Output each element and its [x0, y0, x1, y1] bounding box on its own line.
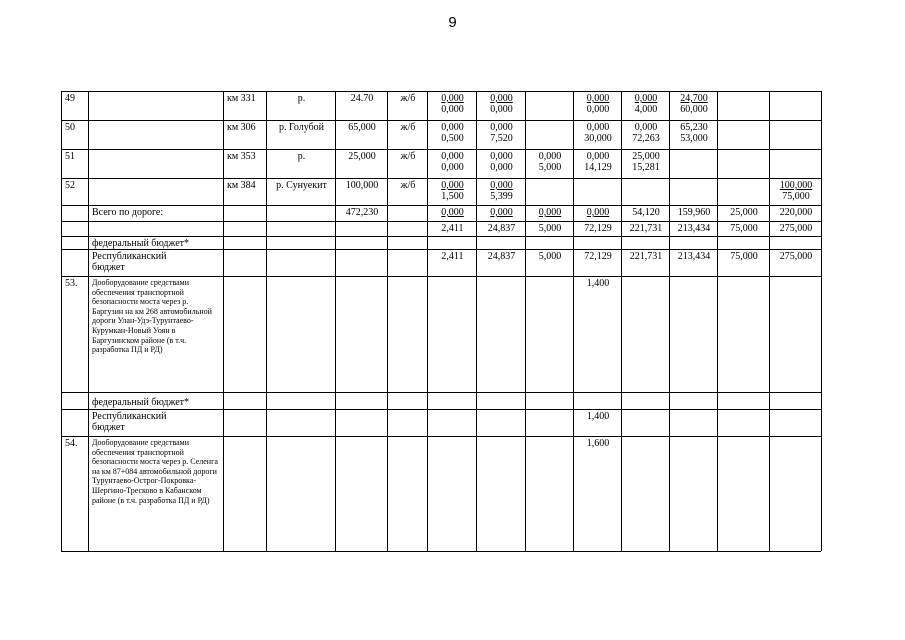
item-53-row: 53. Дооборудование средствами обеспечения транспортной безопасности моста через р. Баргузин на км 268 автомобильной дороги Улан-Удэ-Турунтаево-Курумкан-Новый Уоян в Баргузинском районе (в т.ч. разработка ПД и РД) 1,400 [62, 277, 822, 393]
table-row: 49 км 331 р. 24.70 ж/б 0,000 0,000 0,000 0,000 0,000 0,000 0,000 4,000 24,700 60,000 [62, 92, 822, 121]
length-cell: 24.70 [336, 92, 388, 121]
km-cell: км 306 [224, 121, 267, 150]
total-row: Всего по дороге: 472,230 0,000 0,000 0,000 0,000 54,120 159,960 25,000 220,000 [62, 206, 822, 222]
length-cell: 25,000 [336, 150, 388, 179]
republican-budget-label: Республиканский [92, 411, 167, 422]
river-cell: р. [267, 150, 336, 179]
river-cell: р. Голубой [267, 121, 336, 150]
bottom-rule [61, 551, 821, 552]
republican-budget-label: Республиканский [92, 251, 167, 262]
republican-budget-row: Республиканский бюджет 2,411 24,837 5,000 72,129 221,731 213,434 75,000 275,000 [62, 250, 822, 277]
row-number: 50 [62, 121, 89, 150]
item-number: 54. [62, 437, 89, 551]
budget-table [61, 91, 822, 551]
row-number: 51 [62, 150, 89, 179]
page-number: 9 [448, 14, 457, 31]
item-54-row: 54. Дооборудование средствами обеспечения транспортной безопасности моста через р. Селенга на км 87+084 автомобильной дороги Турунтаево-Острог-Покровка-Шергино-Тресково в Кабанском районе (в т.ч. разработка ПД и РД) 1,600 [62, 437, 822, 551]
federal-budget-row [62, 237, 822, 250]
material-cell: ж/б [388, 121, 428, 150]
material-cell: ж/б [388, 179, 428, 206]
material-cell: ж/б [388, 92, 428, 121]
river-cell: р. Сунуекит [267, 179, 336, 206]
km-cell: км 331 [224, 92, 267, 121]
total-length: 472,230 [336, 206, 388, 222]
item-description: Дооборудование средствами обеспечения транспортной безопасности моста через р. Селенга на км 87+084 автомобильной дороги Турунтаево-Острог-Покровка-Шергино-Тресково в Кабанском районе (в т.ч. разработка ПД и РД) [89, 437, 224, 551]
material-cell: ж/б [388, 150, 428, 179]
km-cell: км 384 [224, 179, 267, 206]
length-cell: 65,000 [336, 121, 388, 150]
item-description: Дооборудование средствами обеспечения транспортной безопасности моста через р. Баргузин на км 268 автомобильной дороги Улан-Удэ-Турунтаево-Курумкан-Новый Уоян в Баргузинском районе (в т.ч. разработка ПД и РД) [89, 277, 224, 393]
table-row: 50 км 306 р. Голубой 65,000 ж/б 0,000 0,500 0,000 7,520 0,000 30,000 0,000 72,263 65,230 53,000 [62, 121, 822, 150]
item-number: 53. [62, 277, 89, 393]
table-row: 51 км 353 р. 25,000 ж/б 0,000 0,000 0,000 0,000 0,000 5,000 0,000 14,129 25,000 15,281 [62, 150, 822, 179]
total-label: Всего по дороге: [89, 206, 224, 222]
row-number: 52 [62, 179, 89, 206]
federal-budget-row [62, 393, 822, 410]
federal-budget-label: федеральный бюджет* [89, 393, 224, 410]
total-row: 2,411 24,837 5,000 72,129 221,731 213,434 75,000 275,000 [62, 222, 822, 237]
river-cell: р. [267, 92, 336, 121]
table-row: 52 км 384 р. Сунуекит 100,000 ж/б 0,000 1,500 0,000 5,399 100,000 75,000 [62, 179, 822, 206]
federal-budget-label: федеральный бюджет* [89, 237, 224, 250]
length-cell: 100,000 [336, 179, 388, 206]
km-cell: км 353 [224, 150, 267, 179]
row-number: 49 [62, 92, 89, 121]
republican-budget-row: Республиканский бюджет 1,400 [62, 410, 822, 437]
